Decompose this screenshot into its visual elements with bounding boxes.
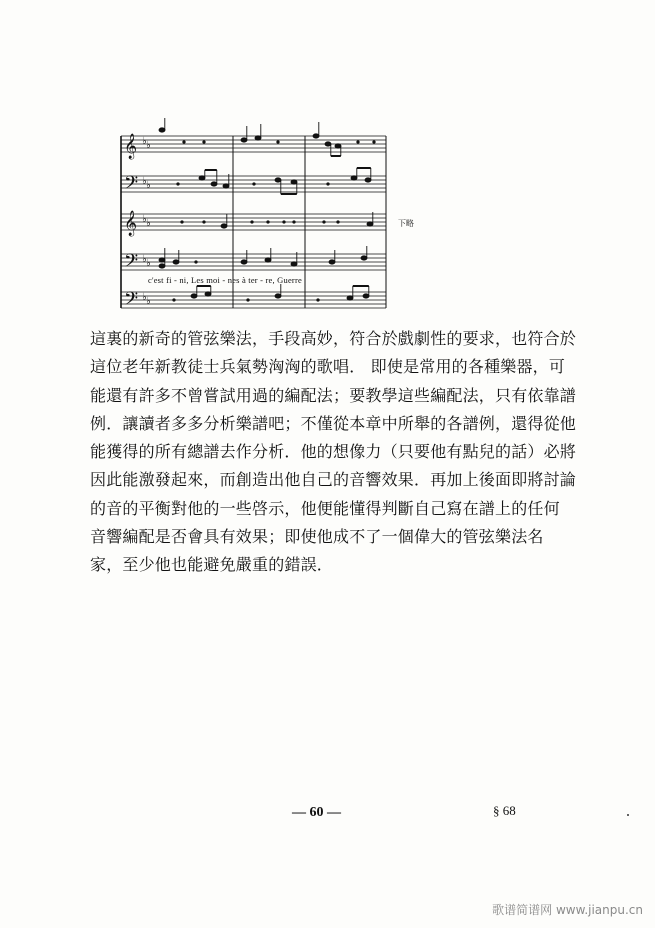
text-line: 能還有許多不曾嘗試用過的編配法；要教學這些編配法，只有依靠譜 [90,385,577,405]
text-line: 能獲得的所有總譜去作分析．他的想像力（只要他有點兒的話）必將 [90,442,577,462]
text-line: 這裏的新奇的管弦樂法，手段高妙，符合於戲劇性的要求，也符合於 [90,329,577,348]
print-speck [627,814,629,816]
watermark: 歌谱简谱网 www.jianpu.cn [492,903,643,917]
svg-text:♭: ♭ [142,176,147,187]
text-line: 的音的平衡對他的一些啓示，他便能懂得判斷自己寫在譜上的任何 [90,498,560,518]
svg-text:♭: ♭ [146,218,151,229]
svg-text:♭: ♭ [142,214,147,225]
svg-text:♭: ♭ [146,180,151,191]
svg-text:𝄞: 𝄞 [124,134,138,159]
music-score-graphic [118,118,390,318]
svg-text:𝄞: 𝄞 [124,211,138,236]
svg-text:♭: ♭ [142,254,147,265]
score-annotation: 下略 [398,219,414,228]
music-score-excerpt [118,118,390,318]
text-line: 例．讓讀者多多分析樂譜吧；不僅從本章中所舉的各譜例，還得從他 [90,413,577,433]
text-line: 因此能激發起來，而創造出他自己的音響效果．再加上後面即將討論 [90,470,577,490]
svg-text:♭: ♭ [142,292,147,303]
svg-text:♭: ♭ [146,140,151,151]
score-lyrics: c'est fi - ni, Les moi - nes à ter - re, Guerre [148,275,302,285]
staff-5 [121,292,386,308]
text-line: 音響編配是否會具有效果；即使他成不了一個偉大的管弦樂法名 [90,527,544,547]
svg-text:𝄢: 𝄢 [124,251,139,276]
svg-text:𝄢: 𝄢 [124,173,139,198]
text-line: 家，至少他也能避免嚴重的錯誤． [90,555,334,575]
text-line: 這位老年新教徒士兵氣勢洶洶的歌唱． 即使是常用的各種樂器，可 [90,357,566,377]
staff-1 [121,136,386,152]
svg-text:𝄢: 𝄢 [124,289,139,314]
section-number: § 68 [493,803,516,818]
svg-text:♭: ♭ [142,136,147,147]
svg-text:♭: ♭ [146,296,151,307]
svg-text:♭: ♭ [146,258,151,269]
page-number: — 60 — [292,805,341,820]
body-text [90,325,577,580]
